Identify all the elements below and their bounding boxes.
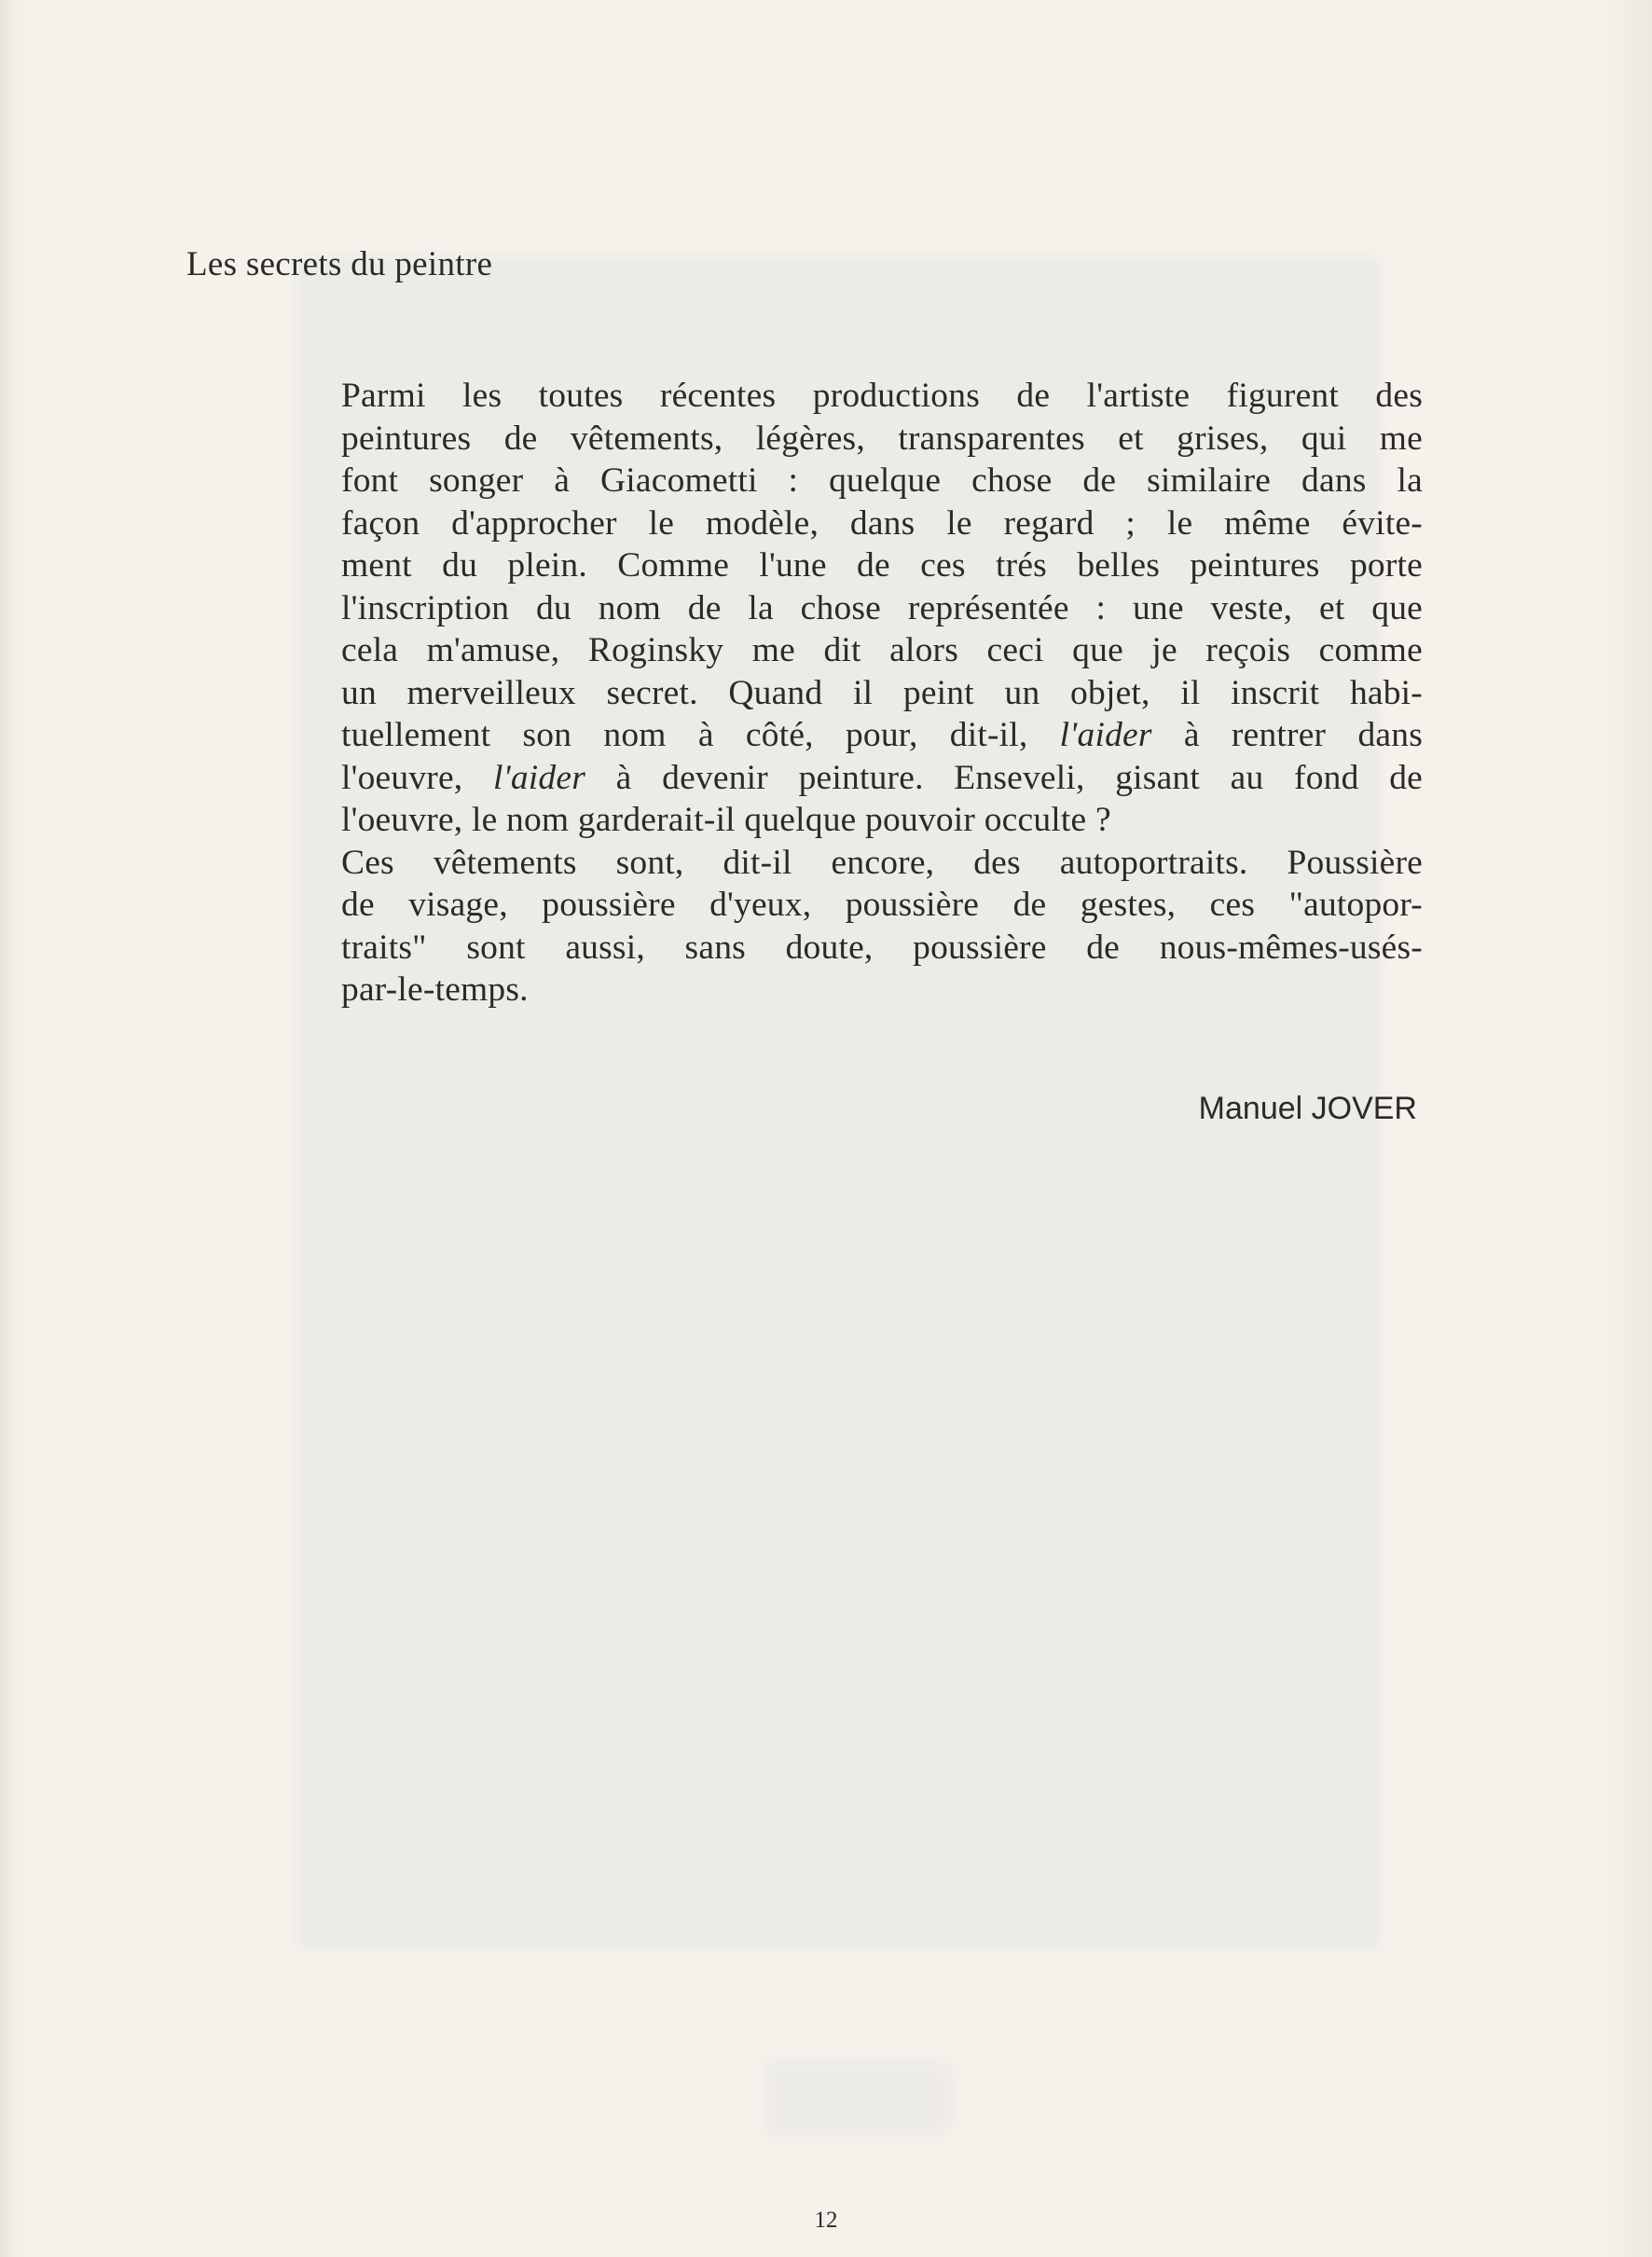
body-text-run: à rentrer dans	[1151, 716, 1423, 754]
body-line	[341, 927, 1423, 970]
body-text-run: font songer à Giacometti : quelque chose de similaire dans la	[341, 461, 1423, 500]
body-text-run: ment du plein. Comme l'une de ces trés belles peintures porte	[341, 546, 1423, 585]
body-line	[341, 884, 1423, 927]
body-text-run: façon d'approcher le modèle, dans le regard ; le même évite-	[341, 503, 1423, 543]
body-text-run: cela m'amuse, Roginsky me dit alors ceci que je reçois comme	[341, 631, 1423, 669]
body-text-run: Parmi les toutes récentes productions de l'artiste figurent des	[341, 377, 1423, 415]
body-line	[341, 460, 1423, 502]
body-line	[341, 714, 1423, 757]
body-line	[341, 544, 1423, 587]
italic-term: l'aider	[493, 758, 586, 797]
body-text-run: par-le-temps.	[341, 970, 529, 1009]
body-text-run: l'oeuvre,	[341, 758, 494, 797]
body-text-run: tuellement son nom à côté, pour, dit-il,	[341, 716, 1060, 754]
body-text-run: l'inscription du nom de la chose représentée : une veste, et que	[341, 588, 1423, 627]
body-line	[341, 629, 1423, 672]
italic-term: l'aider	[1059, 716, 1152, 754]
body-line	[341, 587, 1423, 630]
body-line	[341, 799, 1423, 842]
body-line	[341, 757, 1423, 800]
show-through-caption	[764, 2060, 951, 2135]
body-text-run: de visage, poussière d'yeux, poussière de gestes, ces "autopor-	[341, 886, 1423, 924]
body-line	[341, 375, 1423, 418]
body-text-run: l'oeuvre, le nom garderait-il quelque pouvoir occulte ?	[341, 801, 1111, 839]
body-text-run: à devenir peinture. Enseveli, gisant au fond de	[585, 758, 1424, 797]
body-text-run: Ces vêtements sont, dit-il encore, des autoportraits. Poussière	[341, 843, 1423, 882]
body-text-run: traits" sont aussi, sans doute, poussière de nous-mêmes-usés-	[341, 928, 1423, 967]
body-text	[341, 375, 1423, 1012]
author-signature: Manuel JOVER	[1198, 1091, 1417, 1126]
body-line	[341, 842, 1423, 885]
body-text-run: un merveilleux secret. Quand il peint un objet, il inscrit habi-	[341, 673, 1423, 712]
running-head: Les secrets du peintre	[186, 245, 493, 283]
body-text-run: peintures de vêtements, légères, transparentes et grises, qui me	[341, 419, 1423, 458]
page-number: 12	[814, 2208, 838, 2233]
body-line	[341, 969, 1423, 1012]
body-line	[341, 418, 1423, 461]
body-line	[341, 502, 1423, 545]
body-line	[341, 672, 1423, 715]
